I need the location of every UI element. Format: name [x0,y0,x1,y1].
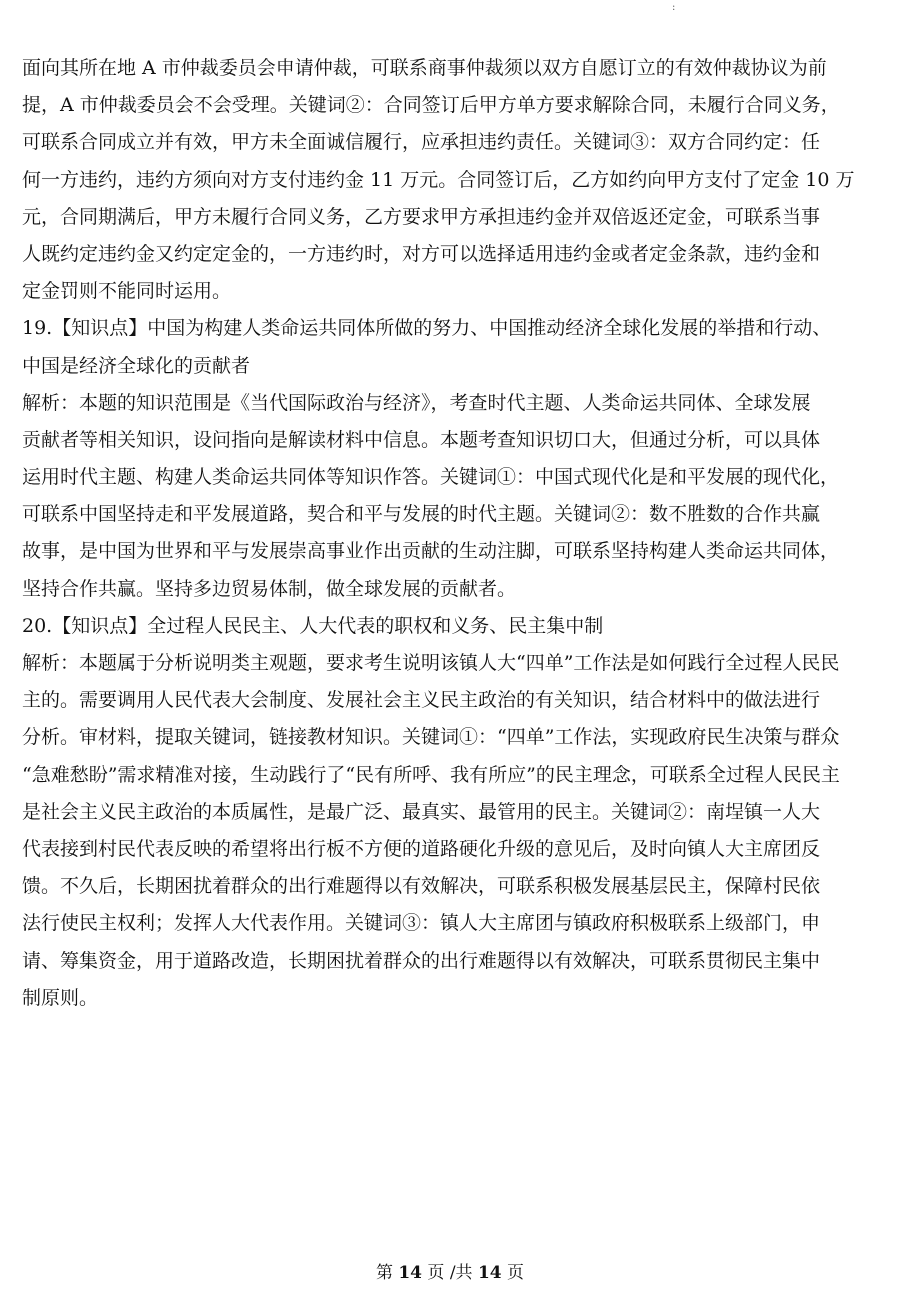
text-line: 运用时代主题、构建人类命运共同体等知识作答。关键词①：中国式现代化是和平发展的现代化， [22,466,840,489]
page-number: 14 [398,1263,423,1283]
page-footer [0,1258,900,1283]
text-line: 元，合同期满后，甲方未履行合同义务，乙方要求甲方承担违约金并双倍返还定金，可联系当事 [22,205,821,228]
document-body [22,50,884,1017]
text-line: 定金罚则不能同时运用。 [22,280,232,303]
text-line: 分析。审材料，提取关键词，链接教材知识。关键词①：“四单”工作法，实现政府民生决策与群众 [22,726,840,749]
text-line: 坚持合作共赢。坚持多边贸易体制，做全球发展的贡献者。 [22,577,517,600]
top-mark: : [672,2,676,13]
text-line: 解析：本题的知识范围是《当代国际政治与经济》，考查时代主题、人类命运共同体、全球发展 [22,391,811,414]
text-line: 馈。不久后，长期困扰着群众的出行难题得以有效解决，可联系积极发展基层民主，保障村民依 [22,875,821,898]
footer-prefix: 第 [375,1263,393,1283]
text-line: 主的。需要调用人民代表大会制度、发展社会主义民主政治的有关知识，结合材料中的做法进行 [22,689,821,712]
text-line: 制原则。 [22,986,99,1009]
total-pages: 14 [477,1263,502,1283]
text-line: 何一方违约，违约方须向对方支付违约金 11 万元。合同签订后，乙方如约向甲方支付了定金 10 万 [22,168,855,191]
text-line: 代表接到村民代表反映的希望将出行板不方便的道路硬化升级的意见后，及时向镇人大主席团反 [22,837,821,860]
text-line: 面向其所在地 A 市仲裁委员会申请仲裁，可联系商事仲裁须以双方自愿订立的有效仲裁协议为前 [22,57,827,79]
text-line: 故事，是中国为世界和平与发展崇高事业作出贡献的生动注脚，可联系坚持构建人类命运共同体， [22,540,840,563]
text-line: 请、筹集资金，用于道路改造，长期困扰着群众的出行难题得以有效解决，可联系贯彻民主集中 [22,949,821,972]
question-19-heading: 19.【知识点】中国为构建人类命运共同体所做的努力、中国推动经济全球化发展的举措和行动、 [22,317,832,340]
text-line: 贡献者等相关知识，设问指向是解读材料中信息。本题考查知识切口大，但通过分析，可以具体 [22,428,821,451]
footer-suffix: 页 [507,1263,525,1283]
question-20-heading: 20.【知识点】全过程人民民主、人大代表的职权和义务、民主集中制 [22,614,604,637]
text-line: 中国是经济全球化的贡献者 [22,354,251,377]
footer-middle: 页 /共 [427,1263,473,1283]
text-line: 法行使民主权利；发挥人大代表作用。关键词③：镇人大主席团与镇政府积极联系上级部门，申 [22,912,821,935]
text-line: 可联系中国坚持走和平发展道路，契合和平与发展的时代主题。关键词②：数不胜数的合作共赢 [22,503,821,526]
text-line: 是社会主义民主政治的本质属性，是最广泛、最真实、最管用的民主。关键词②：南埕镇一人大 [22,800,821,823]
text-line: “急难愁盼”需求精准对接，生动践行了“民有所呼、我有所应”的民主理念，可联系全过程人民民主 [22,763,840,786]
text-line: 可联系合同成立并有效，甲方未全面诚信履行，应承担违约责任。关键词③：双方合同约定：任 [22,131,821,154]
text-line: 解析：本题属于分析说明类主观题，要求考生说明该镇人大“四单”工作法是如何践行全过程人民民 [22,652,840,674]
text-line: 提，A 市仲裁委员会不会受理。关键词②：合同签订后甲方单方要求解除合同，未履行合同义务， [22,94,840,117]
text-line: 人既约定违约金又约定定金的，一方违约时，对方可以选择适用违约金或者定金条款，违约金和 [22,242,821,265]
